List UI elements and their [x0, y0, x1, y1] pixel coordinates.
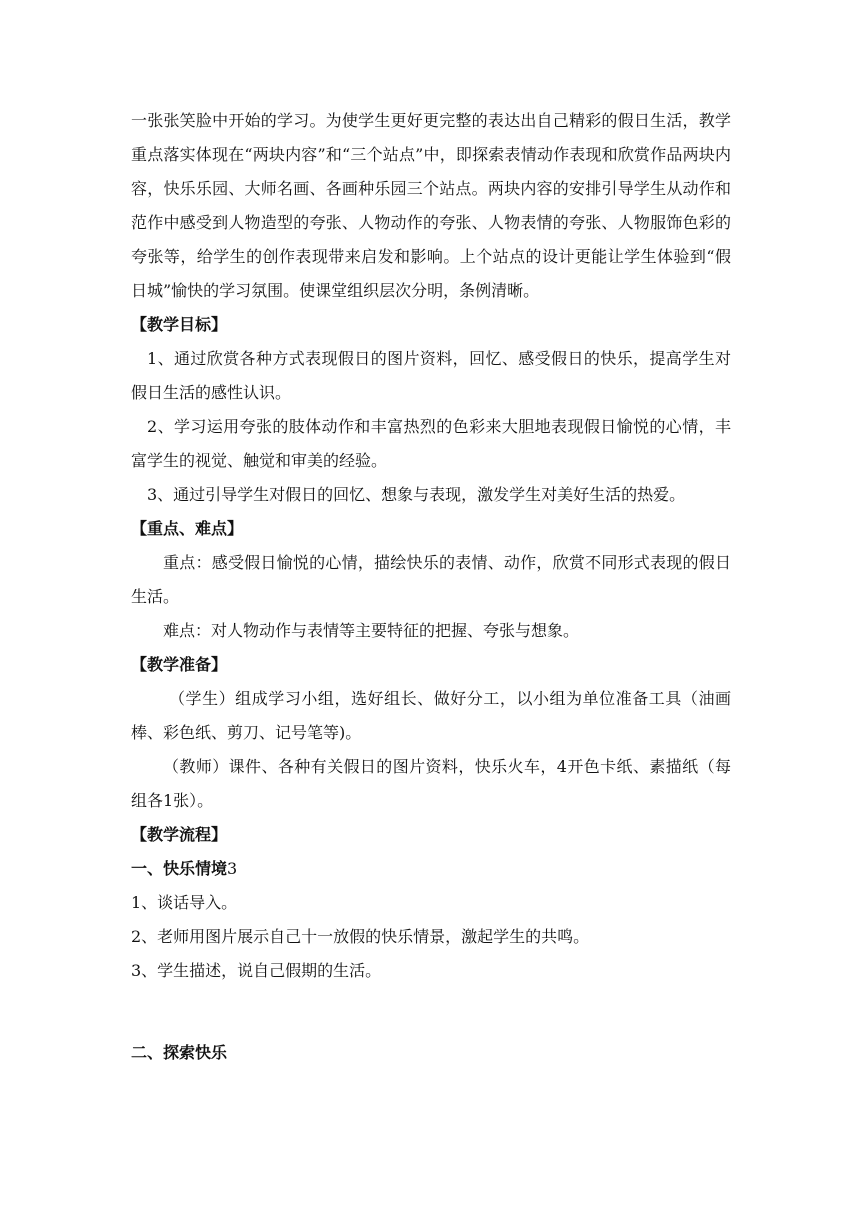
focus-point: 重点：感受假日愉悦的心情，描绘快乐的表情、动作，欣赏不同形式表现的假日生活。: [131, 553, 731, 606]
step-1: 1、谈话导入。: [131, 893, 238, 912]
keypoints-heading: 【重点、难点】: [131, 519, 244, 538]
section1-suffix: 3: [227, 859, 238, 878]
student-prep: （学生）组成学习小组，选好组长、做好分工，以小组为单位准备工具（油画棒、彩色纸、剪刀、记号笔等)。: [131, 689, 731, 742]
difficulty-point: 难点：对人物动作与表情等主要特征的把握、夸张与想象。: [163, 621, 580, 640]
goal-item-3: 3、通过引导学生对假日的回忆、想象与表现，激发学生对美好生活的热爱。: [147, 485, 686, 504]
section-spacer: [131, 988, 731, 1022]
goals-heading: 【教学目标】: [131, 315, 228, 334]
teacher-prep: （教师）课件、各种有关假日的图片资料，快乐火车，4开色卡纸、素描纸（每组各1张）。: [131, 757, 731, 810]
step-2: 2、老师用图片展示自己十一放假的快乐情景，激起学生的共鸣。: [131, 927, 590, 946]
prep-heading: 【教学准备】: [131, 655, 228, 674]
intro-paragraph: 一张张笑脸中开始的学习。为使学生更好更完整的表达出自己精彩的假日生活，教学重点落实体现在“两块内容”和“三个站点”中，即探索表情动作表现和欣赏作品两块内容，快乐乐园、大师名画、各画种乐园三个站点。两块内容的安排引导学生从动作和范作中感受到人物造型的夸张、人物动作的夸张、人物表情的夸张、人物服饰色彩的夸张等，给学生的创作表现带来启发和影响。上个站点的设计更能让学生体验到“假日城”愉快的学习氛围。使课堂组织层次分明，条例清晰。: [131, 111, 731, 300]
section1-title: [131, 852, 731, 886]
section2-title: 二、探索快乐: [131, 1043, 228, 1062]
step-3: 3、学生描述，说自己假期的生活。: [131, 961, 382, 980]
section1-title-text: 一、快乐情境: [131, 859, 228, 878]
goal-item-2: 2、学习运用夸张的肢体动作和丰富热烈的色彩来大胆地表现假日愉悦的心情，丰富学生的视觉、触觉和审美的经验。: [131, 417, 731, 470]
section-spacer-small: [131, 1022, 731, 1036]
process-heading: 【教学流程】: [131, 825, 228, 844]
goal-item-1: 1、通过欣赏各种方式表现假日的图片资料，回忆、感受假日的快乐，提高学生对假日生活的感性认识。: [131, 349, 731, 402]
document-page: [131, 104, 731, 1070]
